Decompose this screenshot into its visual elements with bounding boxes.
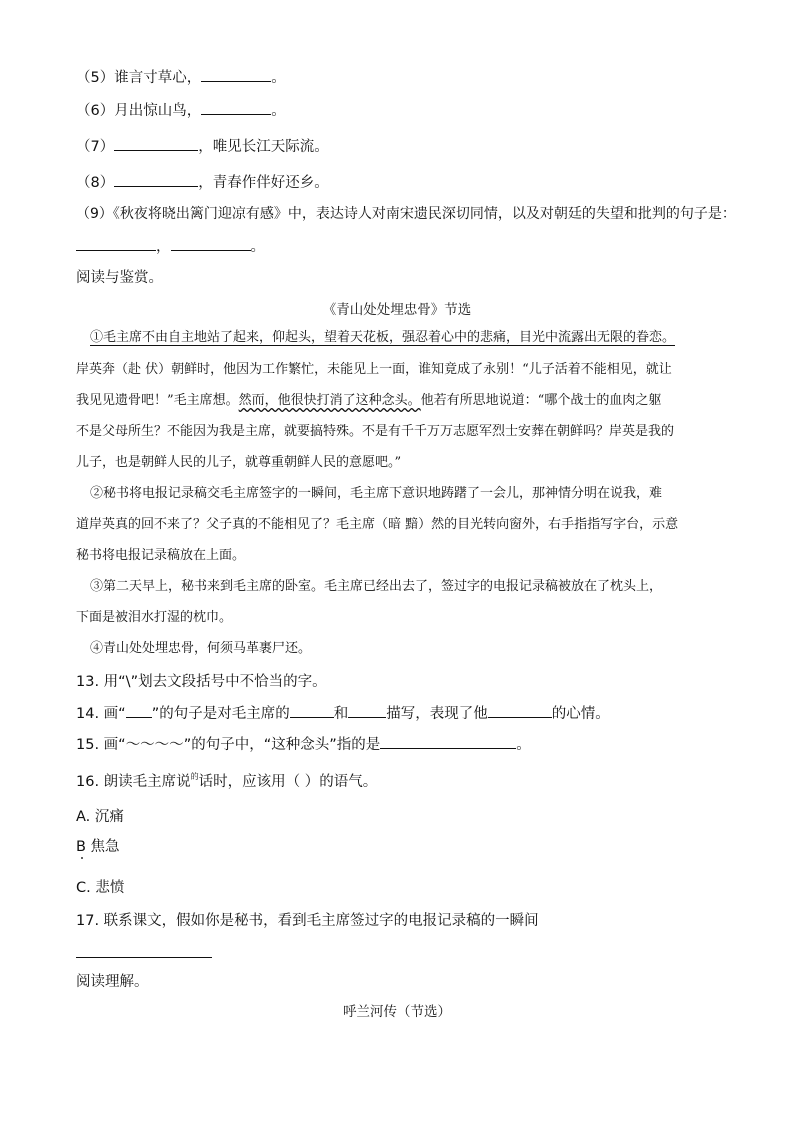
answer-blank[interactable] bbox=[380, 734, 516, 749]
passage-line: 道岸英真的回不来了？父子真的不能相见了？毛主席（暗 黯）然的目光转向窗外，右手指指写字台，示意 bbox=[76, 517, 679, 532]
answer-blank[interactable] bbox=[488, 703, 552, 718]
question-9-blanks: ， 。 bbox=[76, 236, 265, 257]
passage-line: 我见见遗骨吧！”毛主席想。然而，他很快打消了这种念头。他若有所思地说道：“哪个战士的血肉之躯 bbox=[76, 393, 662, 408]
question-16: 16. 朗读毛主席说$^的$话时，应该用（ ）的语气。 bbox=[76, 772, 378, 790]
answer-blank[interactable] bbox=[201, 100, 271, 115]
option-a[interactable]: A. 沉痛 bbox=[76, 809, 124, 825]
passage-line: 下面是被泪水打湿的枕巾。 bbox=[76, 610, 233, 625]
question-7: （7） ，唯见长江天际流。 bbox=[76, 136, 329, 157]
answer-line[interactable] bbox=[76, 957, 212, 958]
passage-line: ②秘书将电报记录稿交毛主席签字的一瞬间，毛主席下意识地踌躇了一会儿，那神情分明在说我，难 bbox=[90, 486, 663, 501]
wavy-sentence: 然而，他很快打消了这种念头。 bbox=[238, 393, 421, 408]
question-17: 17. 联系课文，假如你是秘书，看到毛主席签过字的电报记录稿的一瞬间 bbox=[76, 913, 539, 929]
question-15: 15. 画“～～～～”的句子中，“这种念头”指的是 。 bbox=[76, 734, 531, 755]
section-heading-reading: 阅读与鉴赏。 bbox=[76, 270, 163, 286]
answer-blank[interactable] bbox=[348, 703, 386, 718]
question-14: 14. 画“ ”的句子是对毛主席的 和 描写，表现了他 的心情。 bbox=[76, 703, 610, 724]
underline-sample bbox=[126, 703, 152, 718]
option-c[interactable]: C. 悲愤 bbox=[76, 880, 125, 896]
stray-dot bbox=[81, 857, 83, 859]
passage-title: 《青山处处埋忠骨》节选 bbox=[322, 302, 472, 318]
answer-blank[interactable] bbox=[201, 67, 271, 82]
question-8: （8） ，青春作伴好还乡。 bbox=[76, 172, 329, 193]
passage-line: 秘书将电报记录稿放在上面。 bbox=[76, 548, 246, 563]
question-6: （6）月出惊山鸟， 。 bbox=[76, 100, 286, 121]
passage-line: ③第二天早上，秘书来到毛主席的卧室。毛主席已经出去了，签过字的电报记录稿被放在了枕头上， bbox=[90, 579, 663, 594]
answer-blank[interactable] bbox=[171, 236, 251, 251]
wavy-mark-sample: ～～～～ bbox=[125, 737, 184, 753]
question-13: 13. 用“\”划去文段括号中不恰当的字。 bbox=[76, 674, 327, 690]
passage-line: 儿子，也是朝鲜人民的儿子，就尊重朝鲜人民的意愿吧。” bbox=[76, 455, 402, 470]
answer-blank[interactable] bbox=[114, 136, 198, 151]
answer-blank[interactable] bbox=[114, 172, 198, 187]
question-9: （9）《秋夜将晓出篱门迎凉有感》中，表达诗人对南宋遗民深切同情，以及对朝廷的失望和批判的句子是： bbox=[76, 206, 736, 222]
next-passage-title: 呼兰河传（节选） bbox=[343, 1004, 451, 1020]
passage-line: ①毛主席不由自主地站了起来，仰起头，望着天花板，强忍着心中的悲痛，目光中流露出无限的眷恋。 bbox=[90, 330, 676, 345]
option-b[interactable]: B 焦急 bbox=[76, 839, 120, 855]
passage-line: 岸英奔（赴 伏）朝鲜时，他因为工作繁忙，未能见上一面，谁知竟成了永别！“儿子活着不能相见，就让 bbox=[76, 362, 672, 377]
section-heading-comprehension: 阅读理解。 bbox=[76, 974, 149, 990]
passage-line: 不是父母所生？不能因为我是主席，就要搞特殊。不是有千千万万志愿军烈士安葬在朝鲜吗？岸英是我的 bbox=[76, 424, 675, 439]
passage-line: ④青山处处埋忠骨，何须马革裹尸还。 bbox=[90, 641, 312, 656]
answer-blank[interactable] bbox=[290, 703, 334, 718]
question-5: （5）谁言寸草心， 。 bbox=[76, 67, 286, 88]
answer-blank[interactable] bbox=[76, 236, 156, 251]
